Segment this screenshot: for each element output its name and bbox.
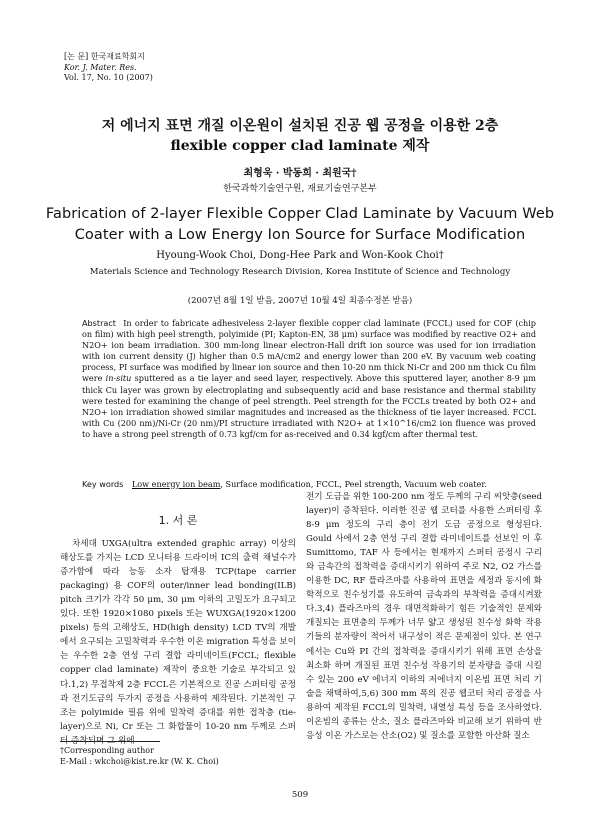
footnote-divider [60, 741, 160, 742]
right-column-text: 전기 도금을 위한 100-200 nm 정도 두께의 구리 씨앗층(seed layer)이 증착된다. 이러한 진공 웹 코터를 사용한 스퍼터링 후 8-9 μm 정도의 구리 층이 전기 도금 공정으로 형성된다. Gould 사에서 2층 연성 구리 결합 라미네이트를 선보인 이 후 Sumittomo, TAF 사 등에서는 현재까지 스퍼터 공정시 구리와 금속간의 접착력을 증대시키기 위하여 주로 N2, O2 가스를 이용한 DC, RF 플라즈마를 사용하여 표면을 세정과 동시에 화학적으로 친수성기를 유도하여 금속과의 부착력을 증대시켜왔다.3,4) 플라즈마의 경우 대면적화하기 힘든 기술적인 문제와 개질되는 표면층의 두께가 너무 얇고 생성된 친수성 화학 작용기들의 분자량이 적어서 내구성이 적은 문제점이 있다. 본 연구에서는 Cu와 PI 간의 접착력을 증대시키기 위해 표면 손상을 최소화 하며 개질된 표면 친수성 작용기의 분자량을 증대 시킬 수 있는 200 eV 에너지 이하의 저에너지 이온빔 표면 처리 기술을 채택하여,5,6) 300 mm 폭의 진공 웹코터 처리 공정을 사용하여 제작된 FCCL의 밀착력, 내열성 특성 등을 조사하였다. 이온빔의 종류는 산소, 질소 플라즈마와 비교해 보기 위하여 반응성 이온 가스로는 산소(O2) 및 질소를 포함한 아산화 질소 [306, 492, 542, 741]
english-affiliation: Materials Science and Technology Research Division, Korea Institute of Science and Technology [89, 267, 511, 277]
footnote [60, 745, 219, 767]
english-title-line1: Fabrication of 2-layer Flexible Copper Clad Laminate by Vacuum Web [45, 206, 555, 222]
journal-korean-name: [논 문] 한국재료학회지 [64, 52, 145, 61]
abstract [82, 318, 536, 440]
english-authors: Hyoung-Wook Choi, Dong-Hee Park and Won-Kook Choi† [156, 250, 444, 261]
abstract-insitu: in-situ [105, 373, 132, 384]
korean-title-line1: 저 에너지 표면 개질 이온원이 설치된 진공 웹 공정을 이용한 2층 [101, 118, 499, 134]
footnote-corresponding: †Corresponding author [60, 746, 154, 755]
right-column [306, 490, 542, 743]
journal-english-name: Kor. J. Mater. Res. [64, 62, 137, 72]
received-dates: (2007년 8월 1일 받음, 2007년 10월 4일 최종수정본 받음) [187, 296, 413, 306]
korean-affiliation: 한국과학기술연구원, 재료기술연구본부 [223, 184, 377, 194]
section-heading: 1. 서 론 [158, 514, 198, 527]
footnote-email: E-Mail : wkchoi@kist.re.kr (W. K. Choi) [60, 757, 219, 766]
page-number: 509 [291, 790, 309, 800]
left-column-text: 차세대 UXGA(ultra extended graphic array) 이상의 해상도를 가지는 LCD 모니터용 드라이버 IC의 출력 채널수가 증가함에 따라 능동 소자 탑재용 TCP(tape carrier packaging) 용 COF의 outer/inner lead bonding(ILB) pitch 크기가 각각 50 μm, 30 μm 이하의 고밀도가 요구되고 있다. 또한 1920×1080 pixels 또는 WUXGA(1920×1200 pixels) 등의 고해상도, HD(high density) LCD TV의 개발에서 요구되는 고밀착력과 우수한 이온 migration 특성을 보이는 우수한 2층 연성 구리 결합 라미네이트(FCCL; flexible copper clad laminate) 제작이 중요한 기술로 부각되고 있다.1,2) 무접착제 2층 FCCL은 기본적으로 진공 스퍼터링 공정과 전기도금의 두가지 공정을 사용하여 제작된다. 기본적인 구조는 polyimide 필름 위에 밀착력 증대를 위한 접착층 (tie-layer)으로 Ni, Cr 또는 그 화합물이 10-20 nm 두께로 스퍼터 증착되며 그 위에 [60, 539, 296, 746]
keywords-label: Key words [82, 479, 124, 489]
korean-title [40, 116, 560, 156]
keywords-rest: , Surface modification, FCCL, Peel strength, Vacuum web coater. [220, 479, 487, 489]
journal-volume: Vol. 17, No. 10 (2007) [64, 73, 153, 82]
abstract-text-part2: sputtered as a tie layer and seed layer, respectively. Above this sputtered layer, another 8-9 μm thick Cu layer was grown by electroplating and subsequently acid and base resistance and thermal stability were tested for examining the change of peel strength. Peel strength for the FCCLs treated by both O2+ and N2O+ ion irradiation showed similar magnitudes and increased as the thickness of tie layer increased. FCCL with Cu (200 nm)/Ni-Cr (20 nm)/PI structure irradiated with N2O+ at 1×10^16/cm2 ion fluence was proved to have a strong peel strength of 0.73 kgf/cm for as-received and 0.34 kgf/cm after thermal test. [82, 373, 536, 439]
english-title-line2: Coater with a Low Energy Ion Source for Surface Modification [74, 227, 526, 243]
journal-header [64, 52, 153, 84]
keyword-first: Low energy ion beam [131, 479, 221, 489]
english-title [30, 204, 570, 246]
abstract-text-part1: In order to fabricate adhesiveless 2-layer flexible copper clad laminate (FCCL) used for COF (chip on film) with high peel strength, polyimide (PI; Kapton-EN, 38 μm) surface was modified by reactive O2+ and N2O+ ion beam irradiation. 300 mm-long linear electron-Hall drift ion source was used for ion irradiation with ion current density (J) higher than 0.5 mA/cm2 and energy lower than 200 eV. By vacuum web coating process, PI surface was modified by linear ion source and then 10-20 nm thick Ni-Cr and 200 nm thick Cu film were [82, 318, 536, 384]
abstract-label: Abstract [82, 318, 116, 328]
korean-title-line2: flexible copper clad laminate 제작 [170, 138, 430, 154]
korean-authors: 최형욱 · 박동희 · 최원국† [243, 168, 357, 179]
keywords [82, 479, 552, 489]
left-column [60, 514, 296, 748]
